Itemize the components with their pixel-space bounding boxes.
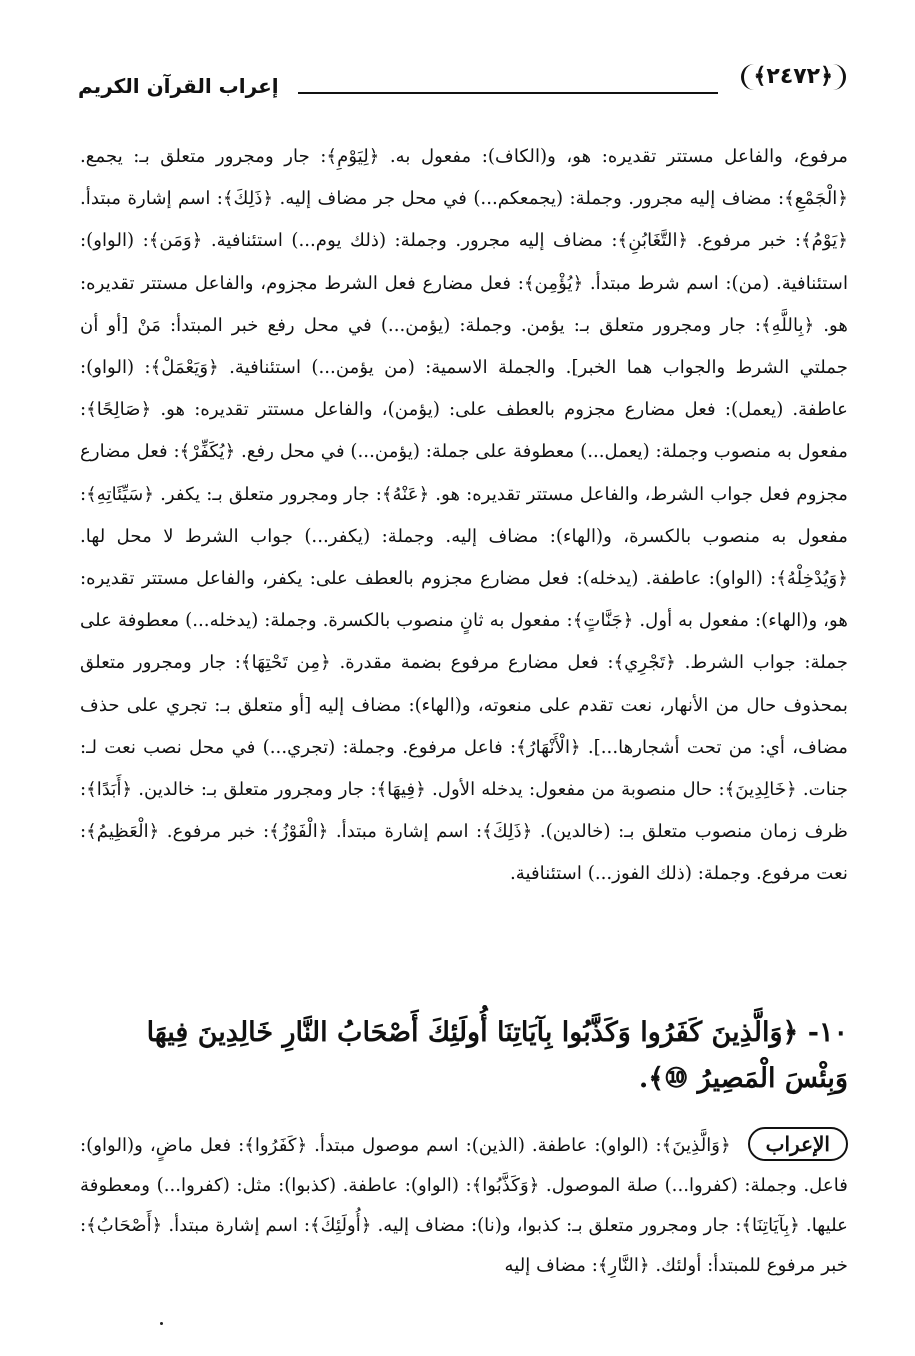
i3rab-text: ﴿وَالَّذِينَ﴾: (الواو): عاطفة. (الذين): اسم موصول مبتدأ. ﴿كَفَرُوا﴾: فعل ماضٍ، و(الواو): فاعل. وجملة: (كفروا...) صلة الموصول. ﴿وَكَذَّبُوا﴾: (الواو): عاطفة. (كذبوا): مثل: (كفروا...) ومعطوفة عليها. ﴿بِآيَاتِنَا﴾: جار ومجرور متعلق بـ: كذبوا، و(نا): مضاف إليه. ﴿أُولَئِكَ﴾: اسم إشارة مبتدأ. ﴿أَصْحَابُ﴾: خبر مرفوع للمبتدأ: أولئك. ﴿النَّارِ﴾: مضاف إليه <box>80 1135 848 1276</box>
commentary-text <box>80 136 848 896</box>
page-header <box>78 58 846 102</box>
header-rule <box>298 92 718 94</box>
quran-verse: ١٠- ﴿وَالَّذِينَ كَفَرُوا وَكَذَّبُوا بِآيَاتِنَا أُولَئِكَ أَصْحَابُ النَّارِ خَالِدِينَ فِيهَا وَبِئْسَ الْمَصِيرُ ⑩﴾. <box>146 1017 848 1094</box>
i3rab-label: الإعراب <box>748 1127 848 1161</box>
speck-mark <box>160 1322 163 1325</box>
commentary-paragraph: مرفوع، والفاعل مستتر تقديره: هو، و(الكاف): مفعول به. ﴿لِيَوْمِ﴾: جار ومجرور متعلق بـ: يجمع. ﴿الْجَمْعِ﴾: مضاف إليه مجرور. وجملة: (يجمعكم...) في محل جر مضاف إليه. ﴿ذَلِكَ﴾: اسم إشارة مبتدأ. ﴿يَوْمُ﴾: خبر مرفوع. ﴿التَّغَابُنِ﴾: مضاف إليه مجرور. وجملة: (ذلك يوم...) استئنافية. ﴿وَمَن﴾: (الواو): استئنافية. (من): اسم شرط مبتدأ. ﴿يُؤْمِن﴾: فعل مضارع فعل الشرط مجزوم، والفاعل مستتر تقديره: هو. ﴿بِاللَّهِ﴾: جار ومجرور متعلق بـ: يؤمن. وجملة: (يؤمن...) في محل رفع خبر المبتدأ: مَنْ [أو أن جملتي الشرط والجواب هما الخبر]. والجملة الاسمية: (من يؤمن...) استئنافية. ﴿وَيَعْمَلْ﴾: (الواو): عاطفة. (يعمل): فعل مضارع مجزوم بالعطف على: (يؤمن)، والفاعل مستتر تقديره: هو. ﴿صَالِحًا﴾: مفعول به منصوب وجملة: (يعمل...) معطوفة على جملة: (يؤمن...) في محل رفع. ﴿يُكَفِّرْ﴾: فعل مضارع مجزوم فعل جواب الشرط، والفاعل مستتر تقديره: هو. ﴿عَنْهُ﴾: جار ومجرور متعلق بـ: يكفر. ﴿سَيِّئَاتِهِ﴾: مفعول به منصوب بالكسرة، و(الهاء): مضاف إليه. وجملة: (يكفر...) جواب الشرط لا محل لها. ﴿وَيُدْخِلْهُ﴾: (الواو): عاطفة. (يدخله): فعل مضارع مجزوم بالعطف على: يكفر، والفاعل مستتر تقديره: هو، و(الهاء): مفعول به أول. ﴿جَنَّاتٍ﴾: مفعول به ثانٍ منصوب بالكسرة. وجملة: (يدخله...) معطوفة على جملة: جواب الشرط. ﴿تَجْرِي﴾: فعل مضارع مرفوع بضمة مقدرة. ﴿مِن تَحْتِهَا﴾: جار ومجرور متعلق بمحذوف حال من الأنهار، نعت تقدم على منعوته، و(الهاء): مضاف إليه [أو متعلق بـ: تجري على حذف مضاف، أي: من تحت أشجارها...]. ﴿الْأَنْهَارُ﴾: فاعل مرفوع. وجملة: (تجري...) في محل نصب نعت لـ: جنات. ﴿خَالِدِينَ﴾: حال منصوبة من مفعول: يدخله الأول. ﴿فِيهَا﴾: جار ومجرور متعلق بـ: خالدين. ﴿أَبَدًا﴾: ظرف زمان منصوب متعلق بـ: (خالدين). ﴿ذَلِكَ﴾: اسم إشارة مبتدأ. ﴿الْفَوْزُ﴾: خبر مرفوع. ﴿الْعَظِيمُ﴾: نعت مرفوع. وجملة: (ذلك الفوز...) استئنافية. <box>79 146 848 885</box>
running-title: إعراب القرآن الكريم <box>78 74 279 98</box>
i3rab-section <box>80 1126 848 1286</box>
page-number: ﴿٢٤٧٢﴾ <box>741 64 847 90</box>
